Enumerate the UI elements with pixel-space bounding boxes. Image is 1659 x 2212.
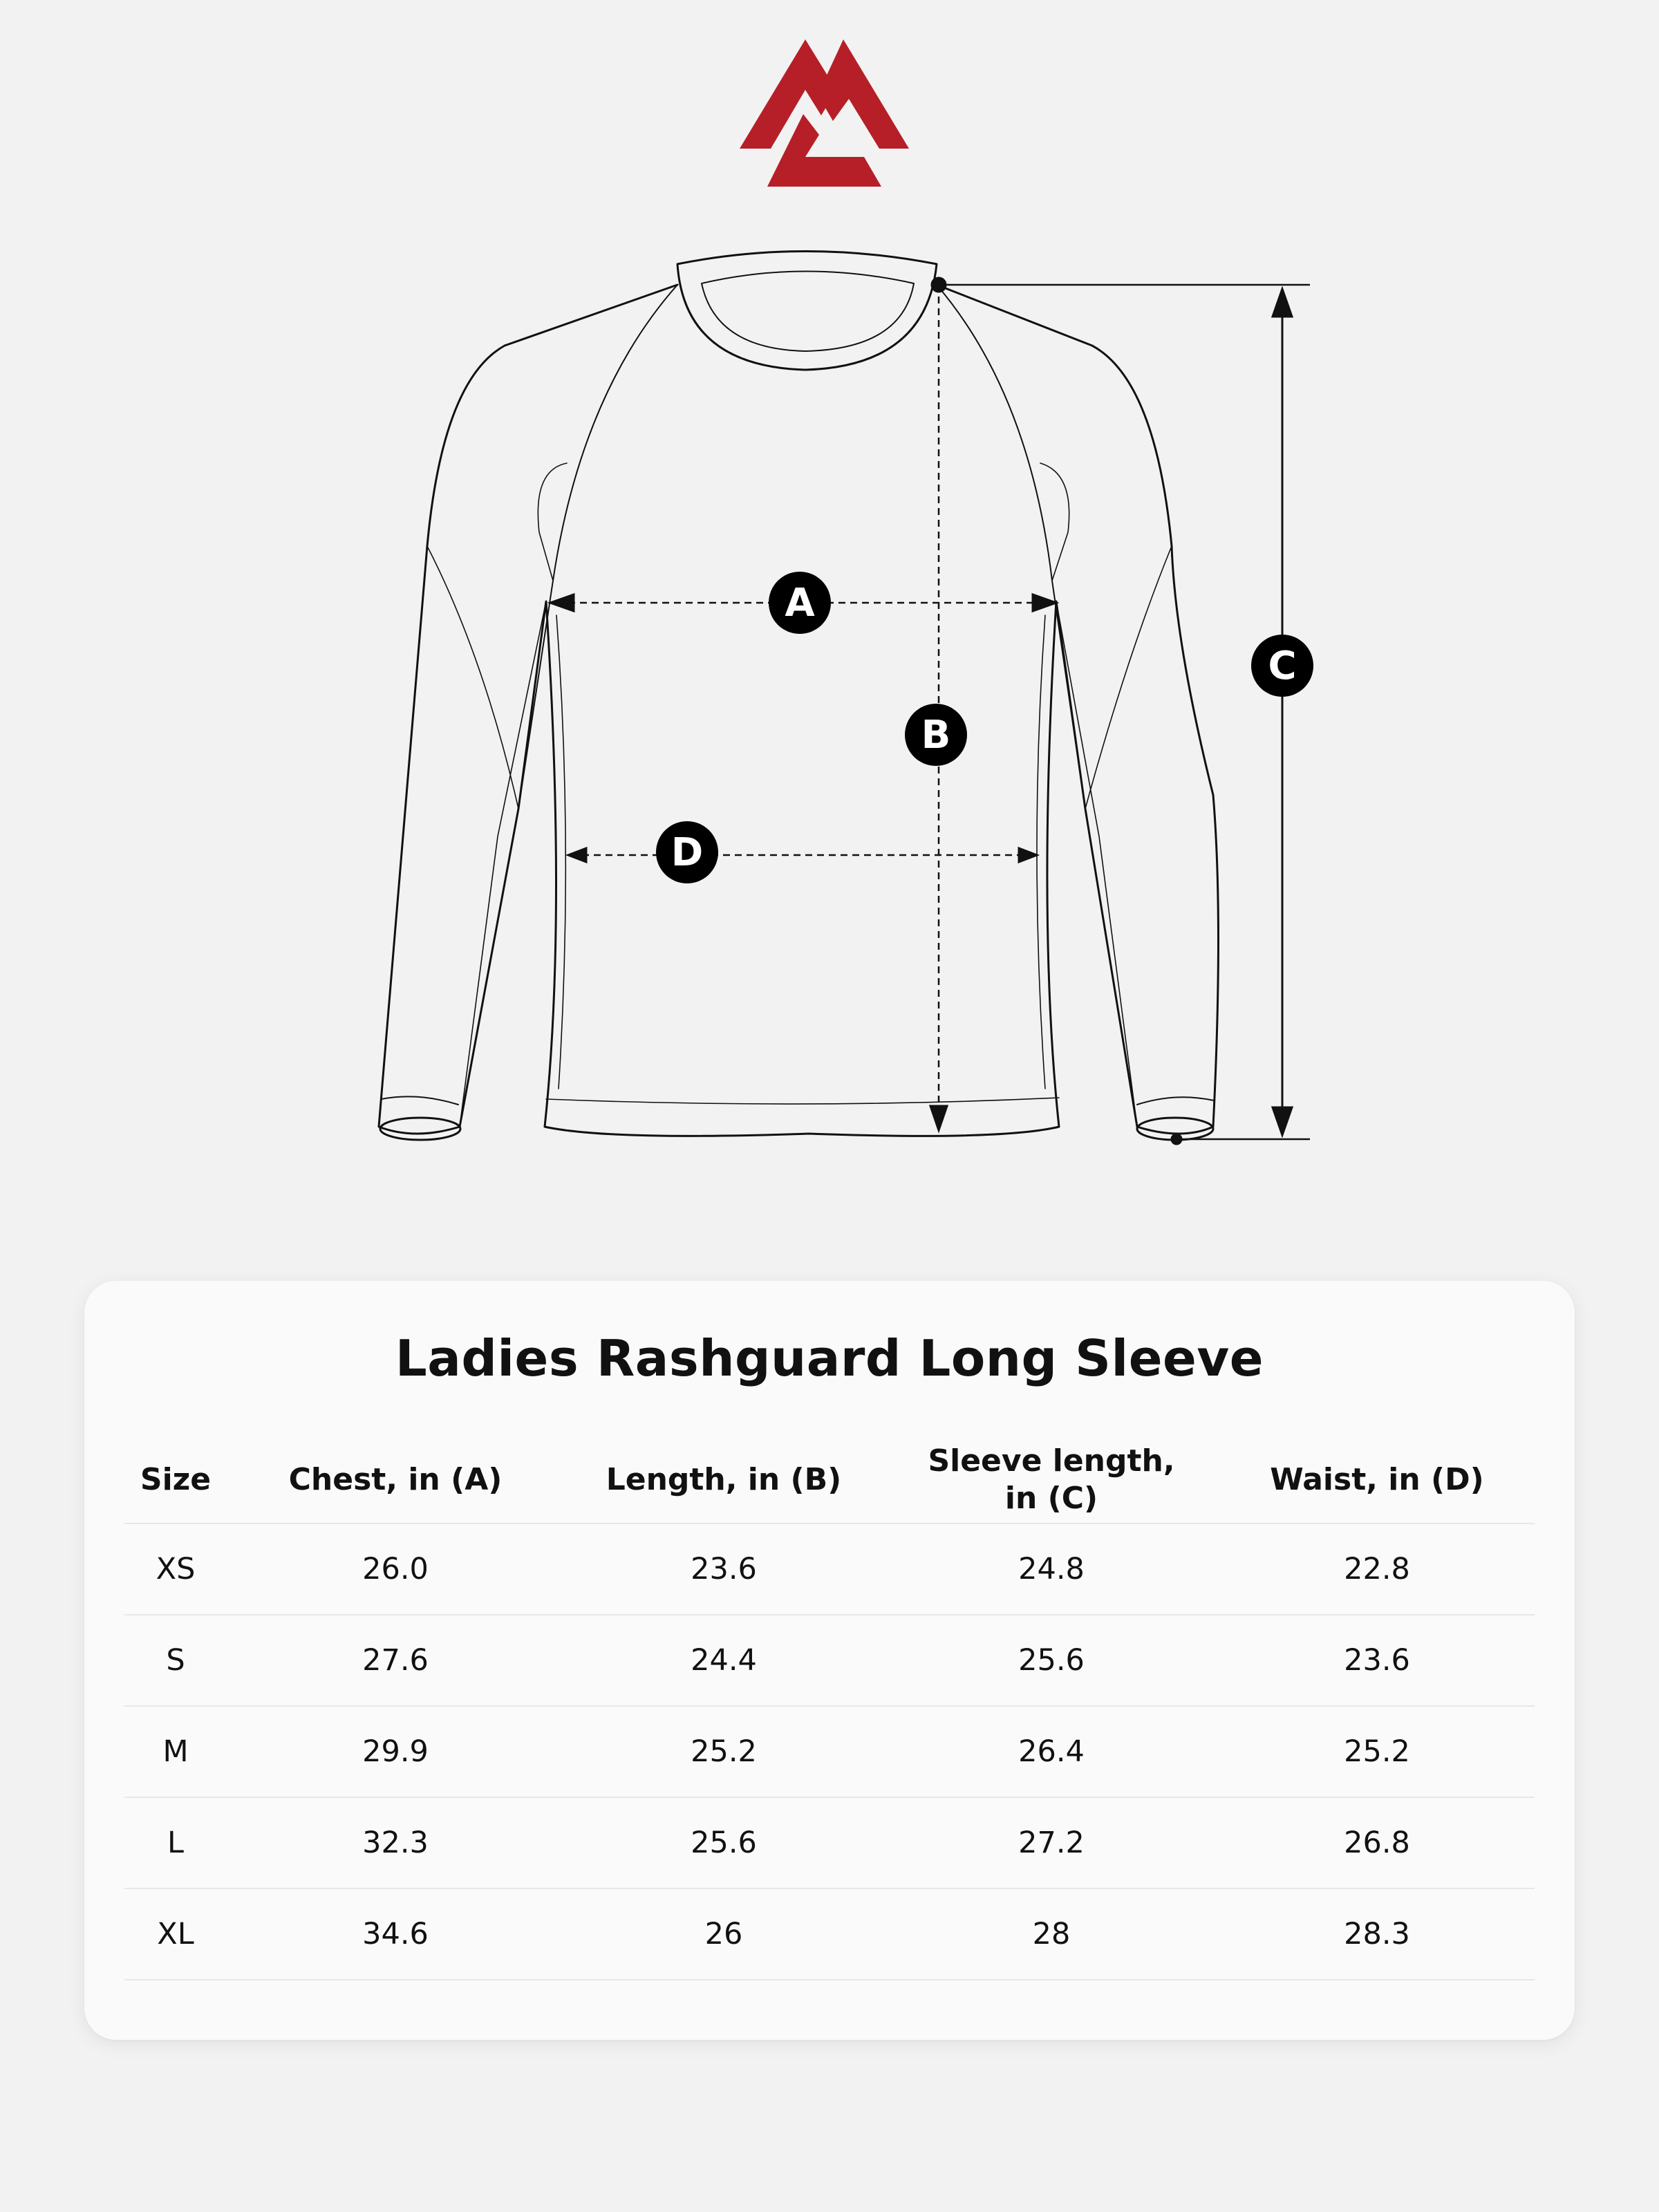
header-sleeve-line1: Sleeve length, [928,1443,1175,1479]
table-row [124,1706,1535,1797]
cell-chest: 29.9 [227,1706,564,1797]
cell-size: XS [124,1524,227,1615]
cell-size: L [124,1797,227,1888]
size-chart-title: Ladies Rashguard Long Sleeve [395,1329,1264,1387]
cell-chest: 27.6 [227,1615,564,1706]
brand-logo-icon [740,38,909,187]
cell-length: 23.6 [564,1524,883,1615]
cell-chest: 32.3 [227,1797,564,1888]
cell-length: 25.2 [564,1706,883,1797]
table-row [124,1797,1535,1888]
cell-length: 24.4 [564,1615,883,1706]
header-sleeve [883,1436,1219,1524]
shirt-outline [379,285,1219,1136]
header-waist: Waist, in (D) [1219,1436,1535,1524]
label-c: C [1268,644,1297,688]
cell-waist: 22.8 [1219,1524,1535,1615]
cell-sleeve: 28 [883,1888,1219,1980]
cell-sleeve: 27.2 [883,1797,1219,1888]
header-size: Size [124,1436,227,1524]
cell-size: XL [124,1888,227,1980]
size-chart-card [84,1281,1575,2040]
cell-waist: 26.8 [1219,1797,1535,1888]
label-b: B [921,713,951,758]
size-table [124,1436,1535,1980]
cell-size: S [124,1615,227,1706]
cell-chest: 34.6 [227,1888,564,1980]
label-a: A [785,581,815,626]
table-row [124,1615,1535,1706]
cell-chest: 26.0 [227,1524,564,1615]
header-length: Length, in (B) [564,1436,883,1524]
cell-waist: 25.2 [1219,1706,1535,1797]
cell-waist: 23.6 [1219,1615,1535,1706]
shirt-measurement-diagram [207,228,1486,1210]
table-row [124,1888,1535,1980]
cell-length: 26 [564,1888,883,1980]
collar [677,252,937,371]
cell-sleeve: 26.4 [883,1706,1219,1797]
cell-size: M [124,1706,227,1797]
cell-waist: 28.3 [1219,1888,1535,1980]
table-row [124,1524,1535,1615]
header-sleeve-line2: in (C) [1004,1480,1098,1516]
cell-sleeve: 24.8 [883,1524,1219,1615]
table-header-row [124,1436,1535,1524]
cell-length: 25.6 [564,1797,883,1888]
label-d: D [671,830,704,875]
cell-sleeve: 25.6 [883,1615,1219,1706]
header-chest: Chest, in (A) [227,1436,564,1524]
